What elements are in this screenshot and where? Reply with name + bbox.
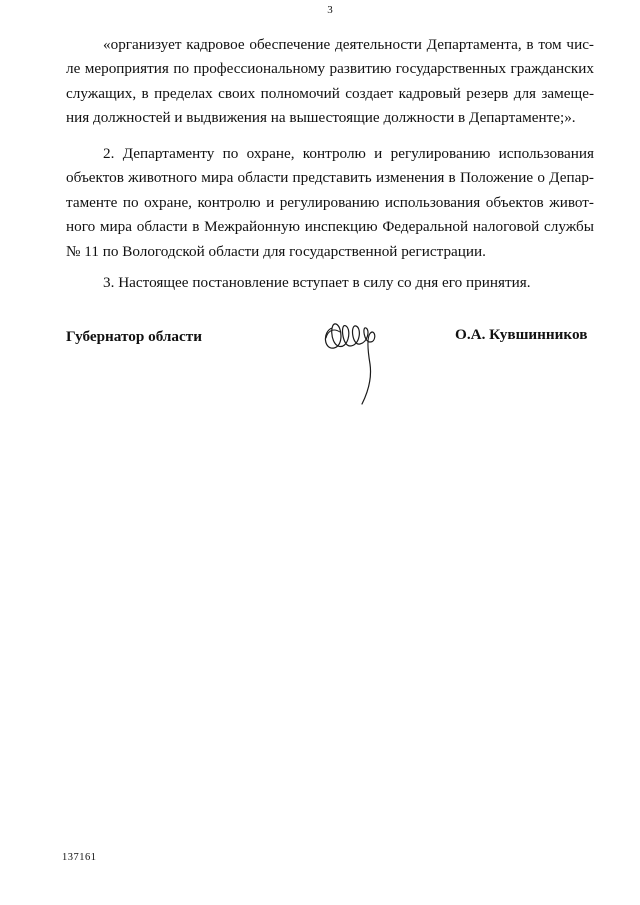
document-code: 137161 <box>62 852 97 863</box>
text-line: 2. Департаменту по охране, контролю и регулированию использования <box>103 145 594 162</box>
signatory-title: Губернатор области <box>66 328 202 345</box>
text-line: объектов животного мира области представить изменения в Положение о Депар- <box>66 169 594 187</box>
paragraph-1 <box>66 33 594 131</box>
handwritten-signature <box>318 308 388 408</box>
text-line: ного мира области в Межрайонную инспекцию Федеральной налоговой службы <box>66 218 594 236</box>
text-line: 3. Настоящее постановление вступает в силу со дня его принятия. <box>103 274 531 291</box>
paragraph-2 <box>66 142 594 264</box>
text-line: «организует кадровое обеспечение деятельности Департамента, в том чис- <box>103 36 594 53</box>
text-line: ния должностей и выдвижения на вышестоящие должности в Департаменте;». <box>66 109 576 127</box>
paragraph-3 <box>66 271 594 295</box>
text-line: № 11 по Вологодской области для государственной регистрации. <box>66 242 486 260</box>
text-line: ле мероприятия по профессиональному развитию государственных гражданских <box>66 60 594 78</box>
signatory-name: О.А. Кувшинников <box>455 326 588 343</box>
text-line: служащих, в пределах своих полномочий создает кадровый резерв для замеще- <box>66 84 594 102</box>
page-number: 3 <box>327 4 333 16</box>
text-line: таменте по охране, контролю и регулированию использования объектов живот- <box>66 193 594 211</box>
